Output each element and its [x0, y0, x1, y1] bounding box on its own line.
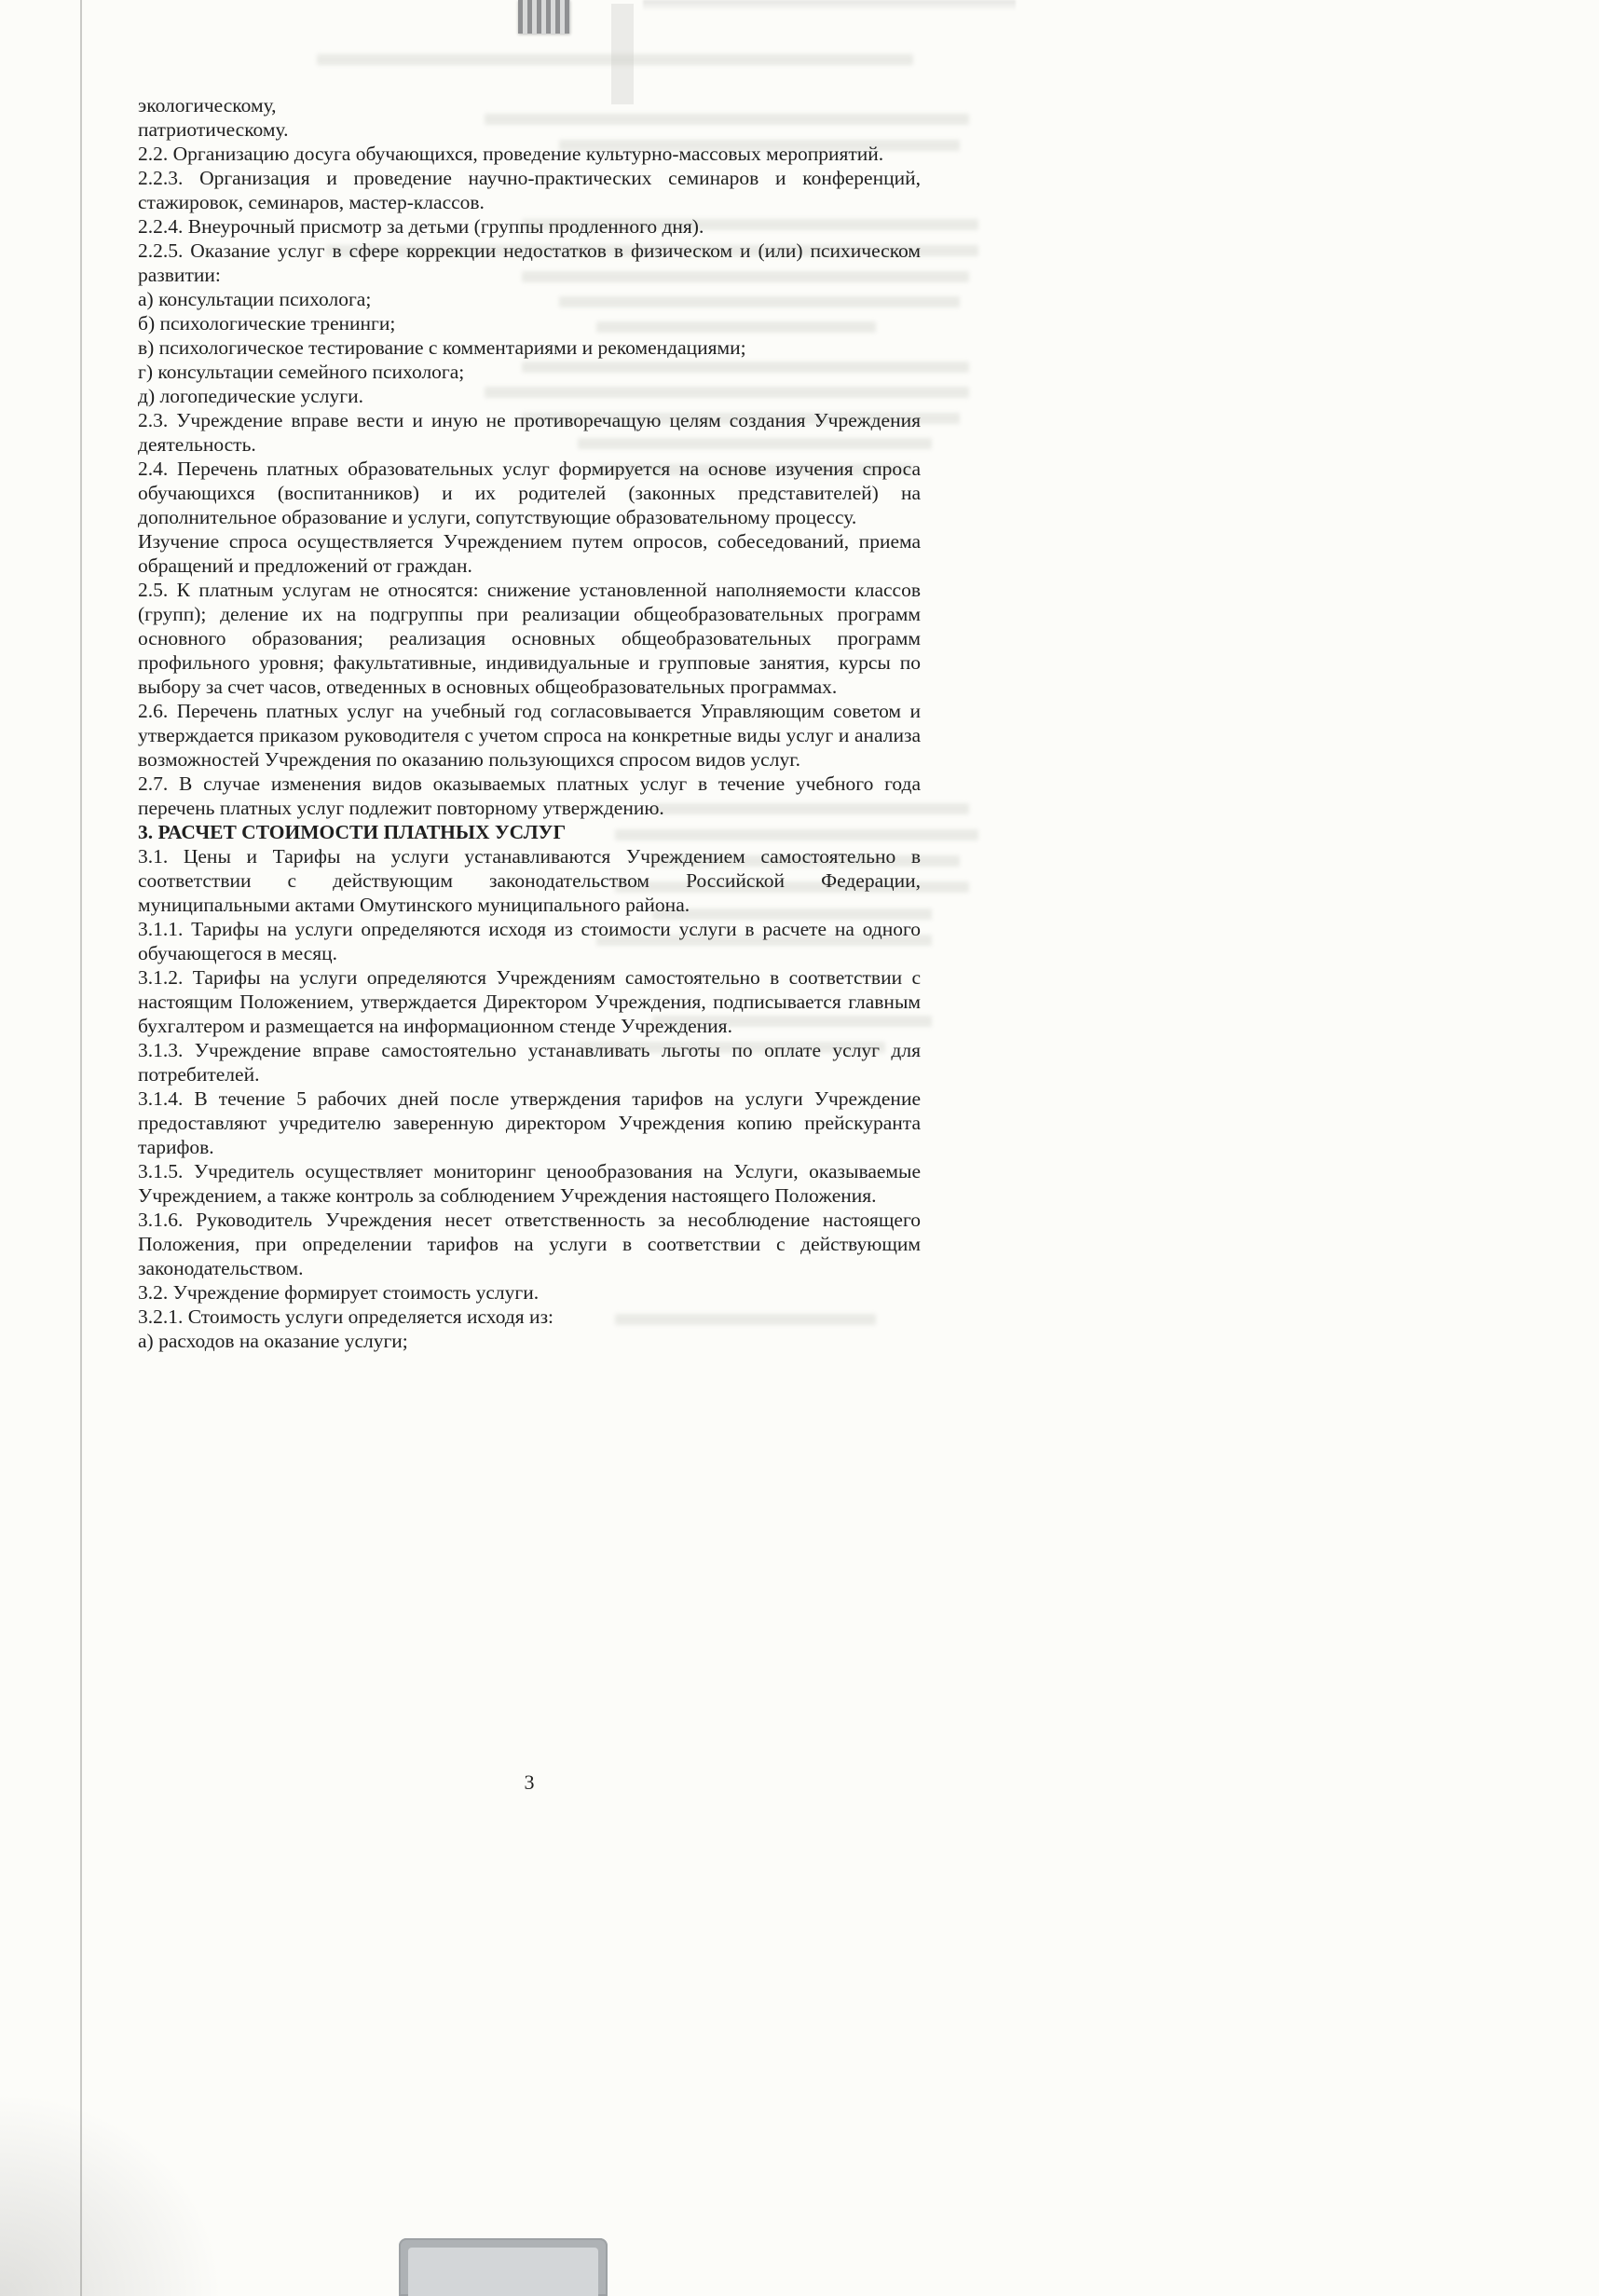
paragraph: 2.4. Перечень платных образовательных услуг формируется на основе изучения спроса обучающихся (воспитанников) и их родителей (законных представителей) на дополнительное образование и услуги, сопутствующие образовательному процессу.: [138, 458, 921, 528]
text-column: [138, 93, 921, 1353]
bottom-tab-artifact: [399, 2238, 608, 2296]
list-item: д) логопедические услуги.: [138, 385, 363, 407]
list-item: а) консультации психолога;: [138, 288, 372, 310]
paragraph: 3.1.5. Учредитель осуществляет мониторинг ценообразования на Услуги, оказываемые Учреждением, а также контроль за соблюдением Учреждения настоящего Положения.: [138, 1160, 921, 1207]
paragraph: 3.1.4. В течение 5 рабочих дней после утверждения тарифов на услуги Учреждение предоставляют учредителю заверенную директором Учреждения копию прейскуранта тарифов.: [138, 1087, 921, 1158]
page-number: 3: [524, 1770, 535, 1794]
paragraph: 3.2.1. Стоимость услуги определяется исходя из:: [138, 1305, 554, 1328]
top-smudge-artifact: [643, 0, 1016, 11]
paragraph: экологическому,: [138, 94, 277, 116]
list-item: в) психологическое тестирование с комментариями и рекомендациями;: [138, 336, 746, 359]
list-item: б) психологические тренинги;: [138, 312, 396, 335]
paragraph: 3.1.2. Тарифы на услуги определяются Учреждениям самостоятельно в соответствии с настоящим Положением, утверждается Директором Учреждения, подписывается главным бухгалтером и размещается на информационном стенде Учреждения.: [138, 966, 921, 1037]
paragraph: 3.1.3. Учреждение вправе самостоятельно устанавливать льготы по оплате услуг для потребителей.: [138, 1039, 921, 1086]
list-item: а) расходов на оказание услуги;: [138, 1330, 408, 1352]
paragraph: Изучение спроса осуществляется Учреждением путем опросов, собеседований, приема обращений и предложений от граждан.: [138, 530, 921, 577]
paragraph: 2.3. Учреждение вправе вести и иную не противоречащую целям создания Учреждения деятельность.: [138, 409, 921, 456]
paragraph: 2.2.4. Внеурочный присмотр за детьми (группы продленного дня).: [138, 215, 704, 238]
section-heading: 3. РАСЧЕТ СТОИМОСТИ ПЛАТНЫХ УСЛУГ: [138, 821, 567, 843]
paragraph: 2.2.3. Организация и проведение научно-практических семинаров и конференций, стажировок, семинаров, мастер-классов.: [138, 167, 921, 213]
bottom-tab-inner: [408, 2248, 598, 2296]
paragraph: 3.1.6. Руководитель Учреждения несет ответственность за несоблюдение настоящего Положения, при определении тарифов на услуги в соответствии с действующим законодательством.: [138, 1209, 921, 1279]
page-edge-shade: [37, 0, 80, 2296]
paragraph: 2.2.5. Оказание услуг в сфере коррекции недостатков в физическом и (или) психическом развитии:: [138, 239, 921, 286]
corner-shadow-artifact: [0, 2091, 224, 2296]
paragraph: 2.6. Перечень платных услуг на учебный год согласовывается Управляющим советом и утверждается приказом руководителя с учетом спроса на конкретные виды услуг и анализа возможностей Учреждения по оказанию пользующихся спросом видов услуг.: [138, 700, 921, 771]
scanner-clip-artifact: [518, 0, 570, 34]
paragraph: 2.7. В случае изменения видов оказываемых платных услуг в течение учебного года перечень платных услуг подлежит повторному утверждению.: [138, 772, 921, 819]
paragraph: 3.2. Учреждение формирует стоимость услуги.: [138, 1281, 540, 1304]
paragraph: 2.5. К платным услугам не относятся: снижение установленной наполняемости классов (групп); деление их на подгруппы при реализации общеобразовательных программ основного образования; реализация основных общеобразовательных программ профильного уровня; факультативные, индивидуальные и групповые занятия, курсы по выбору за счет часов, отведенных в основных общеобразовательных программах.: [138, 579, 921, 698]
page-edge-line: [80, 0, 82, 2296]
paragraph: 3.1. Цены и Тарифы на услуги устанавливаются Учреждением самостоятельно в соответствии с действующим законодательством Российской Федерации, муниципальными актами Омутинского муниципального района.: [138, 845, 921, 916]
paragraph: 3.1.1. Тарифы на услуги определяются исходя из стоимости услуги в расчете на одного обучающегося в месяц.: [138, 918, 921, 964]
paragraph: 2.2. Организацию досуга обучающихся, проведение культурно-массовых мероприятий.: [138, 143, 884, 165]
bleedthrough-artifact: [317, 54, 913, 65]
list-item: г) консультации семейного психолога;: [138, 361, 465, 383]
paragraph: патриотическому.: [138, 118, 289, 141]
